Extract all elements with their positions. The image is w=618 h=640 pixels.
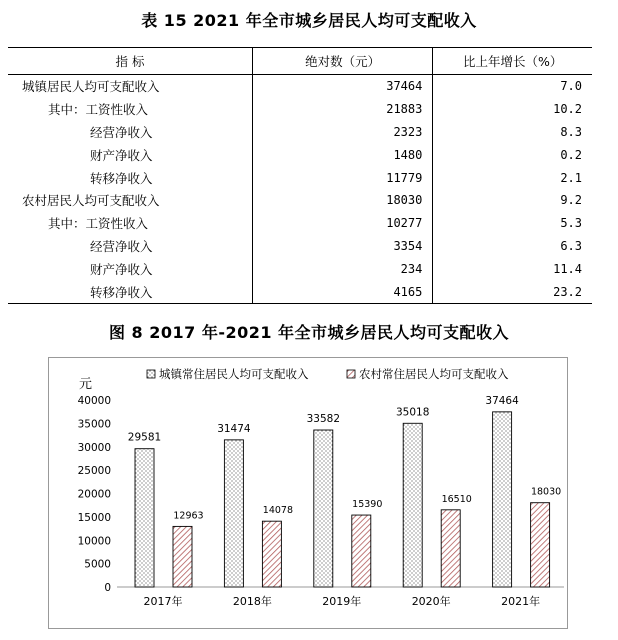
x-tick-label: 2020年 [411, 595, 451, 608]
row-value: 18030 [253, 189, 433, 212]
table-header-row [8, 48, 592, 75]
y-tick-label: 35000 [77, 418, 111, 431]
row-growth: 9.2 [433, 189, 592, 212]
row-name: 经营净收入 [90, 124, 153, 140]
data-label: 29581 [127, 431, 162, 444]
x-tick-label: 2019年 [322, 595, 362, 608]
table-row [8, 143, 592, 166]
table-row [8, 121, 592, 144]
header-indicator: 指 标 [8, 48, 253, 75]
row-growth: 5.3 [433, 212, 592, 235]
bar-rural [441, 510, 460, 587]
row-value: 11779 [253, 166, 433, 189]
row-growth: 0.2 [433, 143, 592, 166]
table-row [8, 235, 592, 258]
legend-swatch-2 [347, 370, 355, 378]
data-label: 35018 [395, 406, 430, 419]
row-value: 10277 [253, 212, 433, 235]
y-axis-unit-label: 元 [79, 377, 93, 392]
row-value: 1480 [253, 143, 433, 166]
bar-rural [352, 515, 371, 587]
row-value: 2323 [253, 121, 433, 144]
y-tick-label: 20000 [77, 488, 111, 501]
row-name: 其中：工资性收入 [48, 216, 149, 232]
row-name: 经营净收入 [90, 238, 153, 254]
table-row [8, 166, 592, 189]
bar-urban [493, 412, 512, 587]
legend-label-1: 城镇常住居民人均可支配收入 [159, 367, 309, 381]
row-name: 农村居民人均可支配收入 [22, 193, 160, 209]
y-tick-label: 40000 [77, 395, 111, 407]
data-label: 31474 [217, 422, 251, 435]
table-row [8, 257, 592, 280]
y-tick-label: 10000 [77, 535, 111, 548]
row-name: 其中：工资性收入 [48, 102, 149, 118]
bar-urban [135, 449, 154, 587]
row-growth: 8.3 [433, 121, 592, 144]
row-growth: 7.0 [433, 75, 592, 98]
bar-rural [173, 526, 192, 587]
chart-title: 图 8 2017 年-2021 年全市城乡居民人均可支配收入 [108, 323, 510, 342]
header-growth: 比上年增长（%） [433, 48, 592, 75]
y-tick-label: 25000 [77, 465, 111, 478]
row-growth: 23.2 [433, 280, 592, 303]
y-tick-label: 5000 [84, 558, 111, 571]
data-label: 37464 [485, 394, 519, 407]
row-name: 财产净收入 [90, 261, 153, 277]
chart-frame [48, 357, 568, 629]
y-tick-label: 0 [104, 582, 111, 594]
legend-label-2: 农村常住居民人均可支配收入 [359, 367, 509, 381]
table-row [8, 212, 592, 235]
row-name: 财产净收入 [90, 147, 153, 163]
x-tick-label: 2021年 [501, 595, 541, 608]
table-title: 表 15 2021 年全市城乡居民人均可支配收入 [141, 11, 477, 30]
row-value: 234 [253, 257, 433, 280]
row-name: 转移净收入 [8, 280, 253, 303]
row-growth: 10.2 [433, 98, 592, 121]
bar-urban [224, 440, 243, 587]
income-bar-chart [49, 358, 567, 628]
y-tick-label: 30000 [77, 441, 111, 454]
x-tick-label: 2018年 [232, 595, 272, 608]
y-tick-label: 15000 [77, 511, 111, 524]
data-label: 16510 [441, 493, 472, 505]
x-tick-label: 2017年 [143, 595, 183, 608]
header-absolute: 绝对数（元） [253, 48, 433, 75]
row-growth: 6.3 [433, 235, 592, 258]
bar-rural [531, 503, 550, 587]
row-value: 37464 [253, 75, 433, 98]
data-label: 15390 [352, 499, 383, 511]
bar-rural [262, 521, 281, 587]
data-label: 33582 [306, 413, 341, 426]
bar-urban [314, 430, 333, 587]
row-growth: 11.4 [433, 257, 592, 280]
row-value: 3354 [253, 235, 433, 258]
table-row [8, 75, 592, 98]
row-value: 4165 [253, 280, 433, 303]
table-row [8, 189, 592, 212]
row-growth: 2.1 [433, 166, 592, 189]
legend-swatch-1 [147, 370, 155, 378]
data-label: 18030 [530, 486, 562, 498]
row-name: 转移净收入 [90, 170, 153, 186]
table-row [8, 98, 592, 121]
row-name: 城镇居民人均可支配收入 [22, 79, 160, 95]
data-label: 12963 [173, 510, 204, 522]
row-value: 21883 [253, 98, 433, 121]
bar-urban [403, 423, 422, 587]
data-label: 14078 [262, 505, 294, 517]
income-table [8, 47, 592, 304]
table-row [8, 280, 592, 303]
